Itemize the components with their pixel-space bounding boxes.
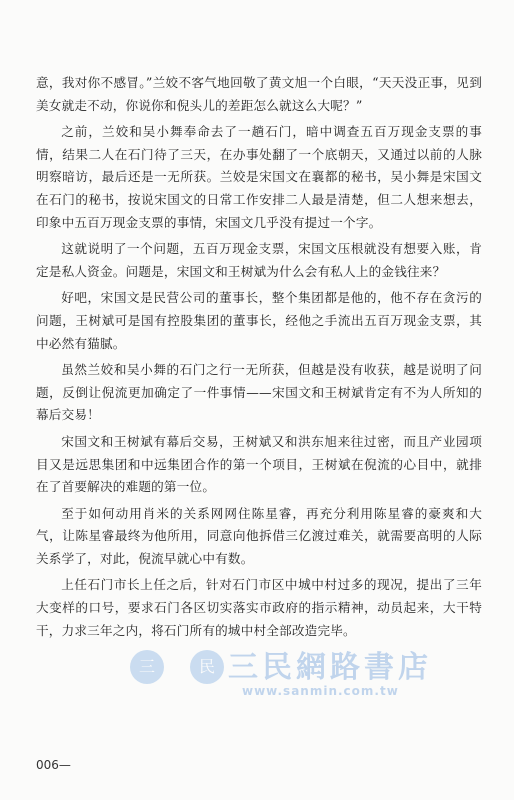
watermark-url: www.sanmin.com.tw — [242, 684, 399, 698]
paragraph: 宋国文和王树斌有幕后交易，王树斌又和洪东旭来往过密，而且产业园项目又是远思集团和中远集团合作的第一个项目，王树斌在倪流的心目中，就排在了首要解决的难题的第一位。 — [36, 433, 482, 495]
paragraph: 好吧，宋国文是民营公司的董事长，整个集团都是他的，他不存在贪污的问题，王树斌可是国有控股集团的董事长，经他之手流出五百万现金支票，其中必然有猫腻。 — [36, 290, 482, 351]
watermark-circle-san: 三 — [130, 650, 164, 684]
paragraph-continued: 意，我对你不感冒。”兰姣不客气地回敬了黄文旭一个白眼，“天天没正事，见到美女就走不动，你说你和倪头儿的差距怎么就这么大呢？” — [36, 75, 482, 113]
paragraph: 上任石门市长上任之后，针对石门市区中城中村过多的现况，提出了三年大变样的口号，要求石门各区切实落实市政府的指示精神，动员起来，大干特干，力求三年之内，将石门所有的城中村全部改造完毕。 — [36, 577, 482, 638]
paragraph: 至于如何动用肖米的关系网网住陈星睿，再充分利用陈星睿的豪爽和大气，让陈星睿最终为他所用，同意向他拆借三亿渡过难关，就需要高明的人际关系学了，对此，倪流早就心中有数。 — [36, 505, 482, 566]
paragraph: 虽然兰姣和吴小舞的石门之行一无所获，但越是没有收获，越是说明了问题，反倒让倪流更加确定了一件事情——宋国文和王树斌肯定有不为人所知的幕后交易！ — [36, 362, 482, 423]
paragraph: 之前，兰姣和吴小舞奉命去了一趟石门，暗中调查五百万现金支票的事情，结果二人在石门待了三天，在办事处翻了一个底朝天，又通过以前的人脉明察暗访，最后还是一无所获。兰姣是宋国文在襄都的秘书，吴小舞是宋国文在石门的秘书，按说宋国文的日常工作安排二人最是清楚，但二人想来想去，印象中五百万现金支票的事情，宋国文几乎没有提过一个字。 — [36, 124, 482, 230]
watermark-circle-min: 民 — [190, 650, 224, 684]
page-number: 006— — [36, 758, 71, 772]
sanmin-watermark — [130, 640, 460, 720]
body-text — [36, 72, 482, 646]
paragraph: 这就说明了一个问题，五百万现金支票，宋国文压根就没有想要入账，肯定是私人资金。问题是，宋国文和王树斌为什么会有私人上的金钱往来？ — [36, 241, 482, 279]
watermark-title: 三民網路書店 — [228, 650, 432, 685]
